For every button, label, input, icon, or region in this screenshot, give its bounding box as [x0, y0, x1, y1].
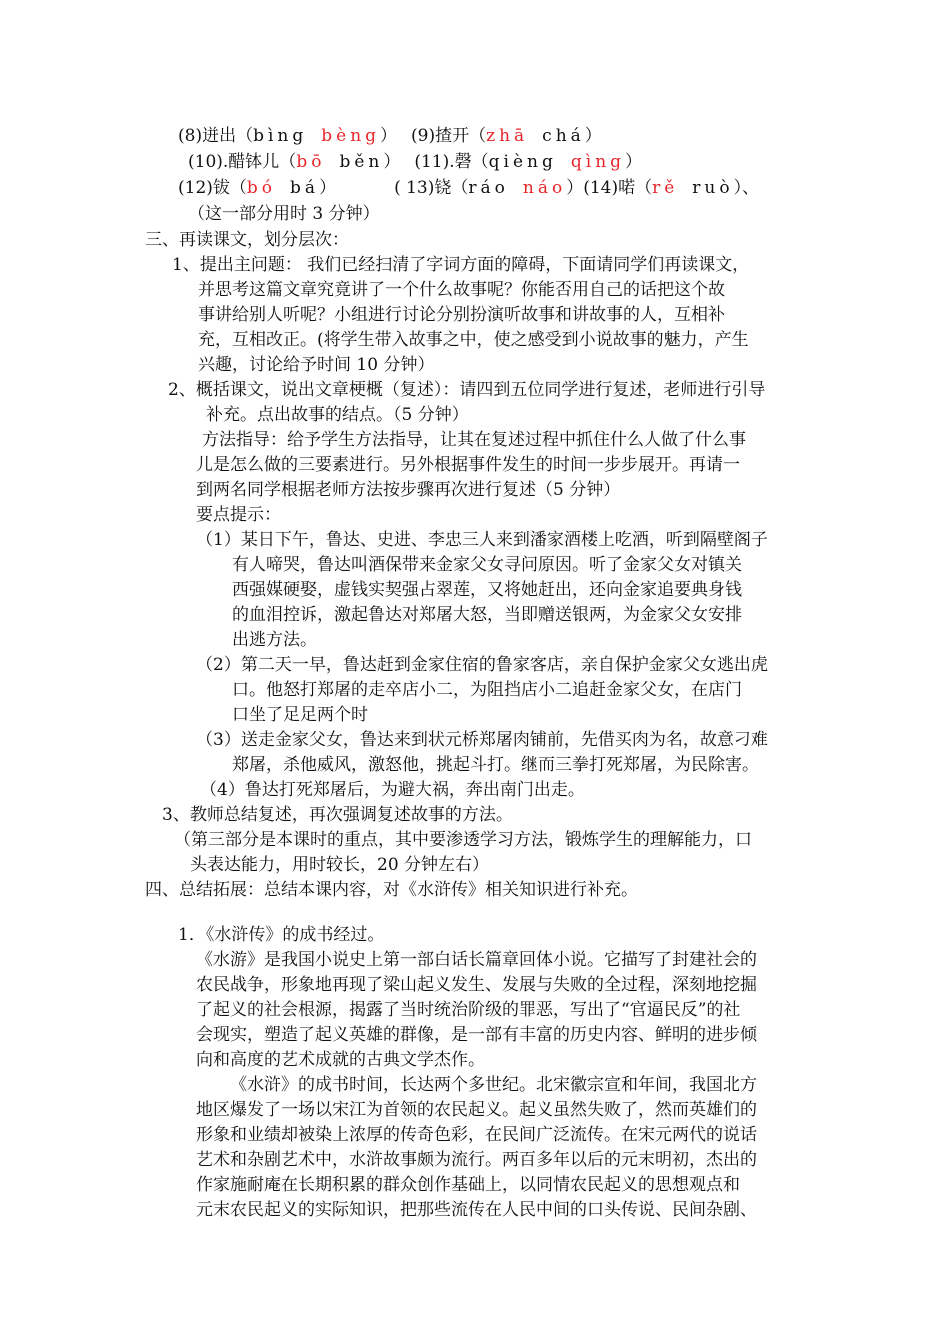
section-4-heading: 四、总结拓展：总结本课内容，对《水浒传》相关知识进行补充。 [145, 880, 638, 900]
pinyin-row-3 [178, 175, 759, 201]
point-3-line-1: （3）送走金家父女，鲁达来到状元桥郑屠肉铺前，先借买肉为名，故意刁难 [196, 730, 768, 750]
pinyin-item-13-label: ( 13)铙（ [394, 178, 469, 198]
section-3-heading: 三、再读课文，划分层次： [145, 230, 349, 250]
pinyin-item-14-label: (14)喏（ [583, 178, 653, 198]
pinyin-item-8-label: (8)迸出（ [178, 126, 254, 146]
pinyin-item-14-wrong: ruò [692, 178, 734, 198]
para-2-line-5: 作家施耐庵在长期积累的群众创作基础上，以同情农民起义的思想观点和 [196, 1175, 740, 1195]
item-1-line-5: 兴趣，讨论给予时间 10 分钟） [198, 355, 435, 375]
point-2-line-3: 口坐了足足两个时 [232, 705, 368, 725]
item-1-line-2: 并思考这篇文章究竟讲了一个什么故事呢？你能否用自己的话把这个故 [198, 280, 725, 300]
method-line-2: 儿是怎么做的三要素进行。另外根据事件发生的时间一步步展开。再请一 [196, 455, 740, 475]
para-2-line-2: 地区爆发了一场以宋江为首领的农民起义。起义虽然失败了，然而英雄们的 [196, 1100, 757, 1120]
point-2-line-2: 口。他怒打郑屠的走卒店小二，为阻挡店小二追赶金家父女，在店门 [232, 680, 742, 700]
point-1-line-3: 西强媒硬娶，虚钱实契强占翠莲，又将她赶出，还向金家追要典身钱 [232, 580, 742, 600]
point-3-line-2: 郑屠，杀他威风，激怒他，挑起斗打。继而三拳打死郑屠，为民除害。 [232, 755, 759, 775]
point-1-line-1: （1）某日下午，鲁达、史进、李忠三人来到潘家酒楼上吃酒，听到隔壁阁子 [196, 530, 768, 550]
pinyin-item-10-right: bō [296, 152, 326, 172]
para-2-line-6: 元末农民起义的实际知识，把那些流传在人民中间的口头传说、民间杂剧、 [196, 1200, 757, 1220]
pinyin-item-8-close: ） [380, 126, 398, 146]
point-1-line-2: 有人啼哭，鲁达叫酒保带来金家父女寻问原因。听了金家父女对镇关 [232, 555, 742, 575]
pinyin-item-10-label: (10).醋钵儿（ [188, 152, 297, 172]
pinyin-item-9-close: ） [584, 126, 602, 146]
item-3-line: 3、教师总结复述，再次强调复述故事的方法。 [162, 805, 513, 825]
item-2-line-1: 2、概括课文，说出文章梗概（复述）：请四到五位同学进行复述，老师进行引导 [168, 380, 766, 400]
pinyin-item-10-wrong: běn [339, 152, 384, 172]
para-2-line-3: 形象和业绩却被染上浓厚的传奇色彩，在民间广泛流传。在宋元两代的说话 [196, 1125, 757, 1145]
para-1-line-3: 了起义的社会根源，揭露了当时统治阶级的罪恶，写出了“官逼民反”的社 [196, 1000, 741, 1020]
item-1-line-1: 1、提出主问题： 我们已经扫清了字词方面的障碍，下面请同学们再读课文， [172, 255, 750, 275]
para-2-line-4: 艺术和杂剧艺术中，水浒故事颇为流行。两百多年以后的元末明初，杰出的 [196, 1150, 757, 1170]
point-1-line-4: 的血泪控诉，激起鲁达对郑屠大怒，当即赠送银两，为金家父女安排 [232, 605, 742, 625]
points-heading: 要点提示： [196, 505, 281, 525]
point-2-line-1: （2）第二天一早，鲁达赶到金家住宿的鲁家客店，亲自保护金家父女逃出虎 [196, 655, 768, 675]
pinyin-row-2 [188, 149, 642, 175]
point-1-line-5: 出逃方法。 [232, 630, 317, 650]
section-3-note-line-2: 头表达能力，用时较长，20 分钟左右） [190, 855, 490, 875]
section-3-note-line-1: （第三部分是本课时的重点，其中要渗透学习方法，锻炼学生的理解能力，口 [174, 830, 752, 850]
para-1-line-5: 向和高度的艺术成就的古典文学杰作。 [196, 1050, 485, 1070]
pinyin-item-13-wrong: ráo [468, 178, 509, 198]
pinyin-item-14-close: ）、 [733, 178, 760, 198]
pinyin-item-8-right: bèng [321, 126, 381, 146]
pinyin-item-12-wrong: bá [290, 178, 320, 198]
section-4-sub-1-title: 1．《水浒传》的成书经过。 [178, 925, 385, 945]
method-line-1: 方法指导：给予学生方法指导，让其在复述过程中抓住什么人做了什么事 [202, 430, 746, 450]
pinyin-item-12-right: bó [246, 178, 277, 198]
pinyin-item-10-close: ） [383, 152, 401, 172]
pinyin-item-11-wrong: qièng [488, 152, 557, 172]
pinyin-item-13-close: ） [566, 178, 584, 198]
pinyin-item-11-label: (11).磬（ [414, 152, 489, 172]
pinyin-item-9-right: zhā [486, 126, 529, 146]
pinyin-item-9-wrong: chá [542, 126, 585, 146]
point-4-line-1: （4）鲁达打死郑屠后，为避大祸，奔出南门出走。 [200, 780, 585, 800]
pinyin-row-1 [178, 123, 602, 149]
para-2-line-1: 《水浒》的成书时间，长达两个多世纪。北宋徽宗宣和年间，我国北方 [230, 1075, 757, 1095]
pinyin-item-9-label: (9)揸开（ [411, 126, 487, 146]
item-1-line-4: 充，互相改正。(将学生带入故事之中，使之感受到小说故事的魅力，产生 [198, 330, 749, 350]
method-line-3: 到两名同学根据老师方法按步骤再次进行复述（5 分钟） [196, 480, 621, 500]
para-1-line-1: 《水游》是我国小说史上第一部白话长篇章回体小说。它描写了封建社会的 [196, 950, 757, 970]
item-2-line-2: 补充。点出故事的结点。（5 分钟） [206, 405, 469, 425]
pinyin-item-11-close: ） [625, 152, 643, 172]
pinyin-item-13-right: náo [522, 178, 567, 198]
para-1-line-2: 农民战争，形象地再现了梁山起义发生、发展与失败的全过程，深刻地挖掘 [196, 975, 757, 995]
pinyin-item-11-right: qìng [570, 152, 626, 172]
pinyin-time-note: （这一部分用时 3 分钟） [188, 204, 380, 224]
pinyin-item-14-right: rě [652, 178, 679, 198]
para-1-line-4: 会现实，塑造了起义英雄的群像，是一部有丰富的历史内容、鲜明的进步倾 [196, 1025, 757, 1045]
pinyin-item-12-close: ） [319, 178, 337, 198]
pinyin-item-8-wrong: bìng [253, 126, 308, 146]
item-1-line-3: 事讲给别人听呢？小组进行讨论分别扮演听故事和讲故事的人，互相补 [198, 305, 725, 325]
pinyin-item-12-label: (12)钹（ [178, 178, 247, 198]
